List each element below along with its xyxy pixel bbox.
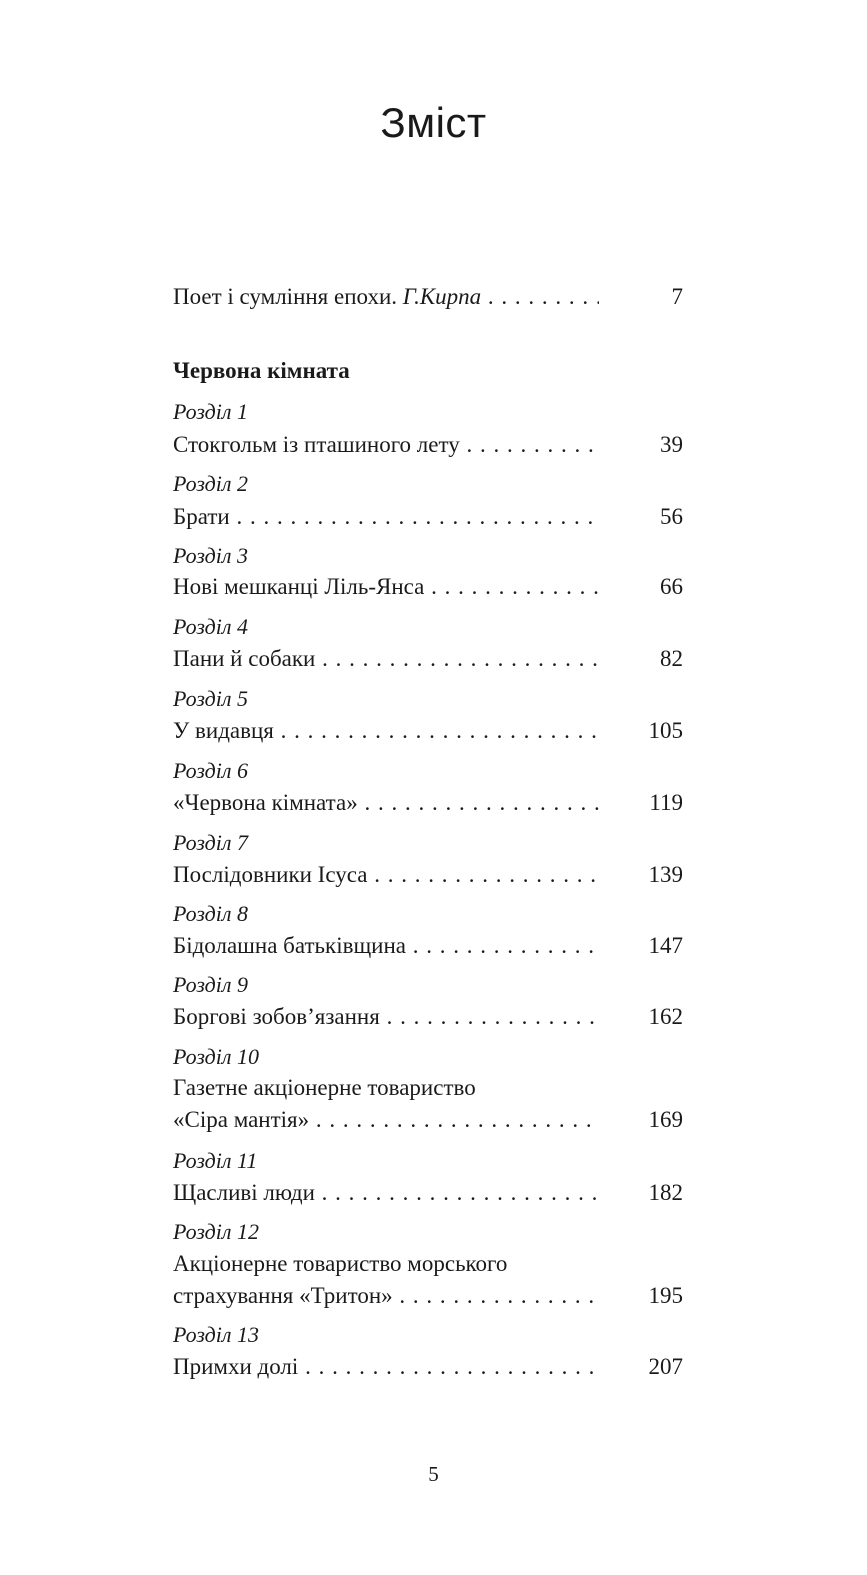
part-title: Червона кімната: [173, 358, 350, 383]
toc-page-number: 162: [648, 1004, 683, 1029]
toc-entry[interactable]: [173, 502, 683, 532]
toc-entry-title: Примхи долі . . .: [173, 1352, 599, 1382]
toc-page-number: 182: [648, 1180, 683, 1205]
toc-entry[interactable]: [173, 1352, 683, 1382]
toc-entry[interactable]: [173, 1105, 683, 1135]
toc-page-number: 56: [660, 504, 683, 529]
toc-entry[interactable]: [173, 931, 683, 961]
toc-page-number: 105: [648, 718, 683, 743]
toc-entry-title: Бідолашна батьківщина . . .: [173, 931, 599, 961]
chapter-label: Розділ 8: [173, 901, 248, 926]
toc-entry[interactable]: [173, 860, 683, 890]
toc-entry[interactable]: [173, 1281, 683, 1311]
foreword-author: Г.Кирпа: [402, 284, 482, 309]
toc-entry-title: Нові мешканці Ліль-Янса . . .: [173, 572, 599, 602]
chapter-label: Розділ 5: [173, 686, 248, 711]
chapter-label: Розділ 2: [173, 471, 248, 496]
toc-entry-title: У видавця . . .: [173, 716, 599, 746]
toc-page-number: 195: [648, 1283, 683, 1308]
toc-entry-title: [173, 282, 599, 312]
chapter-label: Розділ 13: [173, 1322, 259, 1347]
chapter-label: Розділ 12: [173, 1219, 259, 1244]
toc-entry-title: Стокгольм із пташиного лету . . .: [173, 430, 599, 460]
toc-entry[interactable]: [173, 1002, 683, 1032]
toc-page-number: 39: [660, 432, 683, 457]
chapter-label: Розділ 3: [173, 543, 248, 568]
toc-entry[interactable]: [173, 716, 683, 746]
toc-entry-title: Послідовники Ісуса . . .: [173, 860, 599, 890]
toc-entry-title: Боргові зобов’язання . . .: [173, 1002, 599, 1032]
toc-entry[interactable]: [173, 1249, 683, 1279]
toc-page-number: 207: [648, 1354, 683, 1379]
page-number: 5: [428, 1462, 439, 1486]
toc-page-number: 66: [660, 574, 683, 599]
chapter-label: Розділ 4: [173, 614, 248, 639]
toc-entry-title: «Сіра мантія» . . .: [173, 1105, 599, 1135]
chapter-label: Розділ 7: [173, 830, 248, 855]
toc-entry[interactable]: [173, 572, 683, 602]
toc-entry-foreword[interactable]: [173, 282, 683, 312]
toc-page-number: 139: [648, 862, 683, 887]
toc-entry-title: «Червона кімната» . . .: [173, 788, 599, 818]
toc-page-number: 169: [648, 1107, 683, 1132]
toc-entry-title: Пани й собаки . . .: [173, 644, 599, 674]
chapter-label: Розділ 11: [173, 1148, 258, 1173]
toc-page-number: 147: [648, 933, 683, 958]
toc-entry[interactable]: [173, 644, 683, 674]
toc-entry-title: страхування «Тритон» . . .: [173, 1281, 599, 1311]
toc-entry[interactable]: [173, 788, 683, 818]
toc-entry[interactable]: [173, 1178, 683, 1208]
chapter-label: Розділ 10: [173, 1044, 259, 1069]
chapter-label: Розділ 1: [173, 399, 248, 424]
toc-page-number: 119: [649, 790, 683, 815]
toc-entry-title: Акціонерне товариство морського: [173, 1251, 508, 1276]
toc-page-number: 82: [660, 646, 683, 671]
toc-entry-title: Брати . . .: [173, 502, 599, 532]
chapter-label: Розділ 6: [173, 758, 248, 783]
toc-entry-title: Щасливі люди . . .: [173, 1178, 599, 1208]
page-title: Зміст: [380, 99, 487, 146]
chapter-label: Розділ 9: [173, 972, 248, 997]
toc-entry[interactable]: [173, 1073, 683, 1103]
toc-entry-title: Газетне акціонерне товариство: [173, 1075, 476, 1100]
toc-page-number: 7: [671, 284, 683, 309]
toc-entry[interactable]: [173, 430, 683, 460]
foreword-title: Поет і сумління епохи.: [173, 284, 403, 309]
